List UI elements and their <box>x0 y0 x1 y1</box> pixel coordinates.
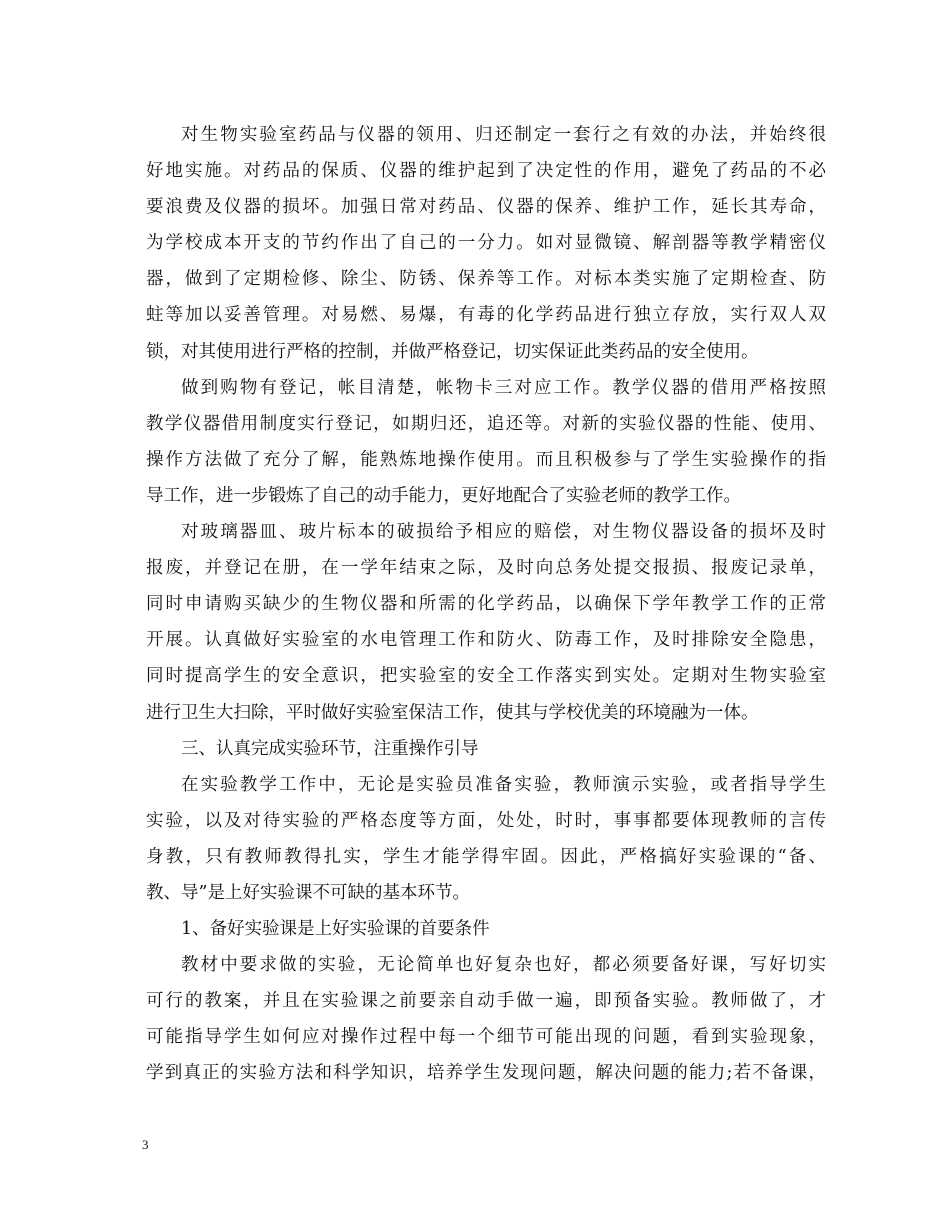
text-line: 同时申请购买缺少的生物仪器和所需的化学药品，以确保下学年教学工作的正常 <box>146 594 826 615</box>
text-line: 学到真正的实验方法和科学知识，培养学生发现问题，解决问题的能力;若不备课， <box>146 1063 826 1084</box>
text-line: 教材中要求做的实验，无论简单也好复杂也好，都必须要备好课，写好切实 <box>181 955 826 976</box>
text-line: 锁，对其使用进行严格的控制，并做严格登记，切实保证此类药品的安全使用。 <box>146 341 759 362</box>
body-text <box>146 117 826 1092</box>
text-line: 可能指导学生如何应对操作过程中每一个细节可能出现的问题，看到实验现象， <box>146 1027 826 1048</box>
text-line: 可行的教案，并且在实验课之前要亲自动手做一遍，即预备实验。教师做了，才 <box>146 991 826 1012</box>
page-number: 3 <box>142 1137 149 1152</box>
text-line: 教学仪器借用制度实行登记，如期归还，追还等。对新的实验仪器的性能、使用、 <box>146 413 826 434</box>
text-line: 三、认真完成实验环节，注重操作引导 <box>181 738 479 759</box>
text-line: 开展。认真做好实验室的水电管理工作和防火、防毒工作，及时排除安全隐患， <box>146 630 826 651</box>
text-line: 器，做到了定期检修、除尘、防锈、保养等工作。对标本类实施了定期检查、防 <box>146 269 826 290</box>
text-line: 在实验教学工作中，无论是实验员准备实验，教师演示实验，或者指导学生 <box>181 774 826 795</box>
text-line: 导工作，进一步锻炼了自己的动手能力，更好地配合了实验老师的教学工作。 <box>146 485 741 506</box>
text-line: 对玻璃器皿、玻片标本的破损给予相应的赔偿，对生物仪器设备的损坏及时 <box>181 522 826 543</box>
text-line: 报废，并登记在册，在一学年结束之际，及时向总务处提交报损、报废记录单， <box>146 558 826 579</box>
text-line: 操作方法做了充分了解，能熟炼地操作使用。而且积极参与了学生实验操作的指 <box>146 449 826 470</box>
text-line: 做到购物有登记，帐目清楚，帐物卡三对应工作。教学仪器的借用严格按照 <box>181 377 826 398</box>
text-line: 蛀等加以妥善管理。对易燃、易爆，有毒的化学药品进行独立存放，实行双人双 <box>146 305 826 326</box>
text-line: 为学校成本开支的节约作出了自己的一分力。如对显微镜、解剖器等教学精密仪 <box>146 233 826 254</box>
text-line: 教、导”是上好实验课不可缺的基本环节。 <box>146 882 470 903</box>
text-line: 实验，以及对待实验的严格态度等方面，处处，时时，事事都要体现教师的言传 <box>146 810 826 831</box>
text-line: 要浪费及仪器的损坏。加强日常对药品、仪器的保养、维护工作，延长其寿命， <box>146 197 826 218</box>
text-line: 同时提高学生的安全意识，把实验室的安全工作落实到实处。定期对生物实验室 <box>146 666 826 687</box>
text-line: 1、备好实验课是上好实验课的首要条件 <box>181 919 490 940</box>
text-line: 好地实施。对药品的保质、仪器的维护起到了决定性的作用，避免了药品的不必 <box>146 161 826 182</box>
text-line: 进行卫生大扫除，平时做好实验室保洁工作，使其与学校优美的环境融为一体。 <box>146 702 759 723</box>
text-line: 身教，只有教师教得扎实，学生才能学得牢固。因此，严格搞好实验课的“备、 <box>146 846 826 867</box>
text-line: 对生物实验室药品与仪器的领用、归还制定一套行之有效的办法，并始终很 <box>181 125 826 145</box>
